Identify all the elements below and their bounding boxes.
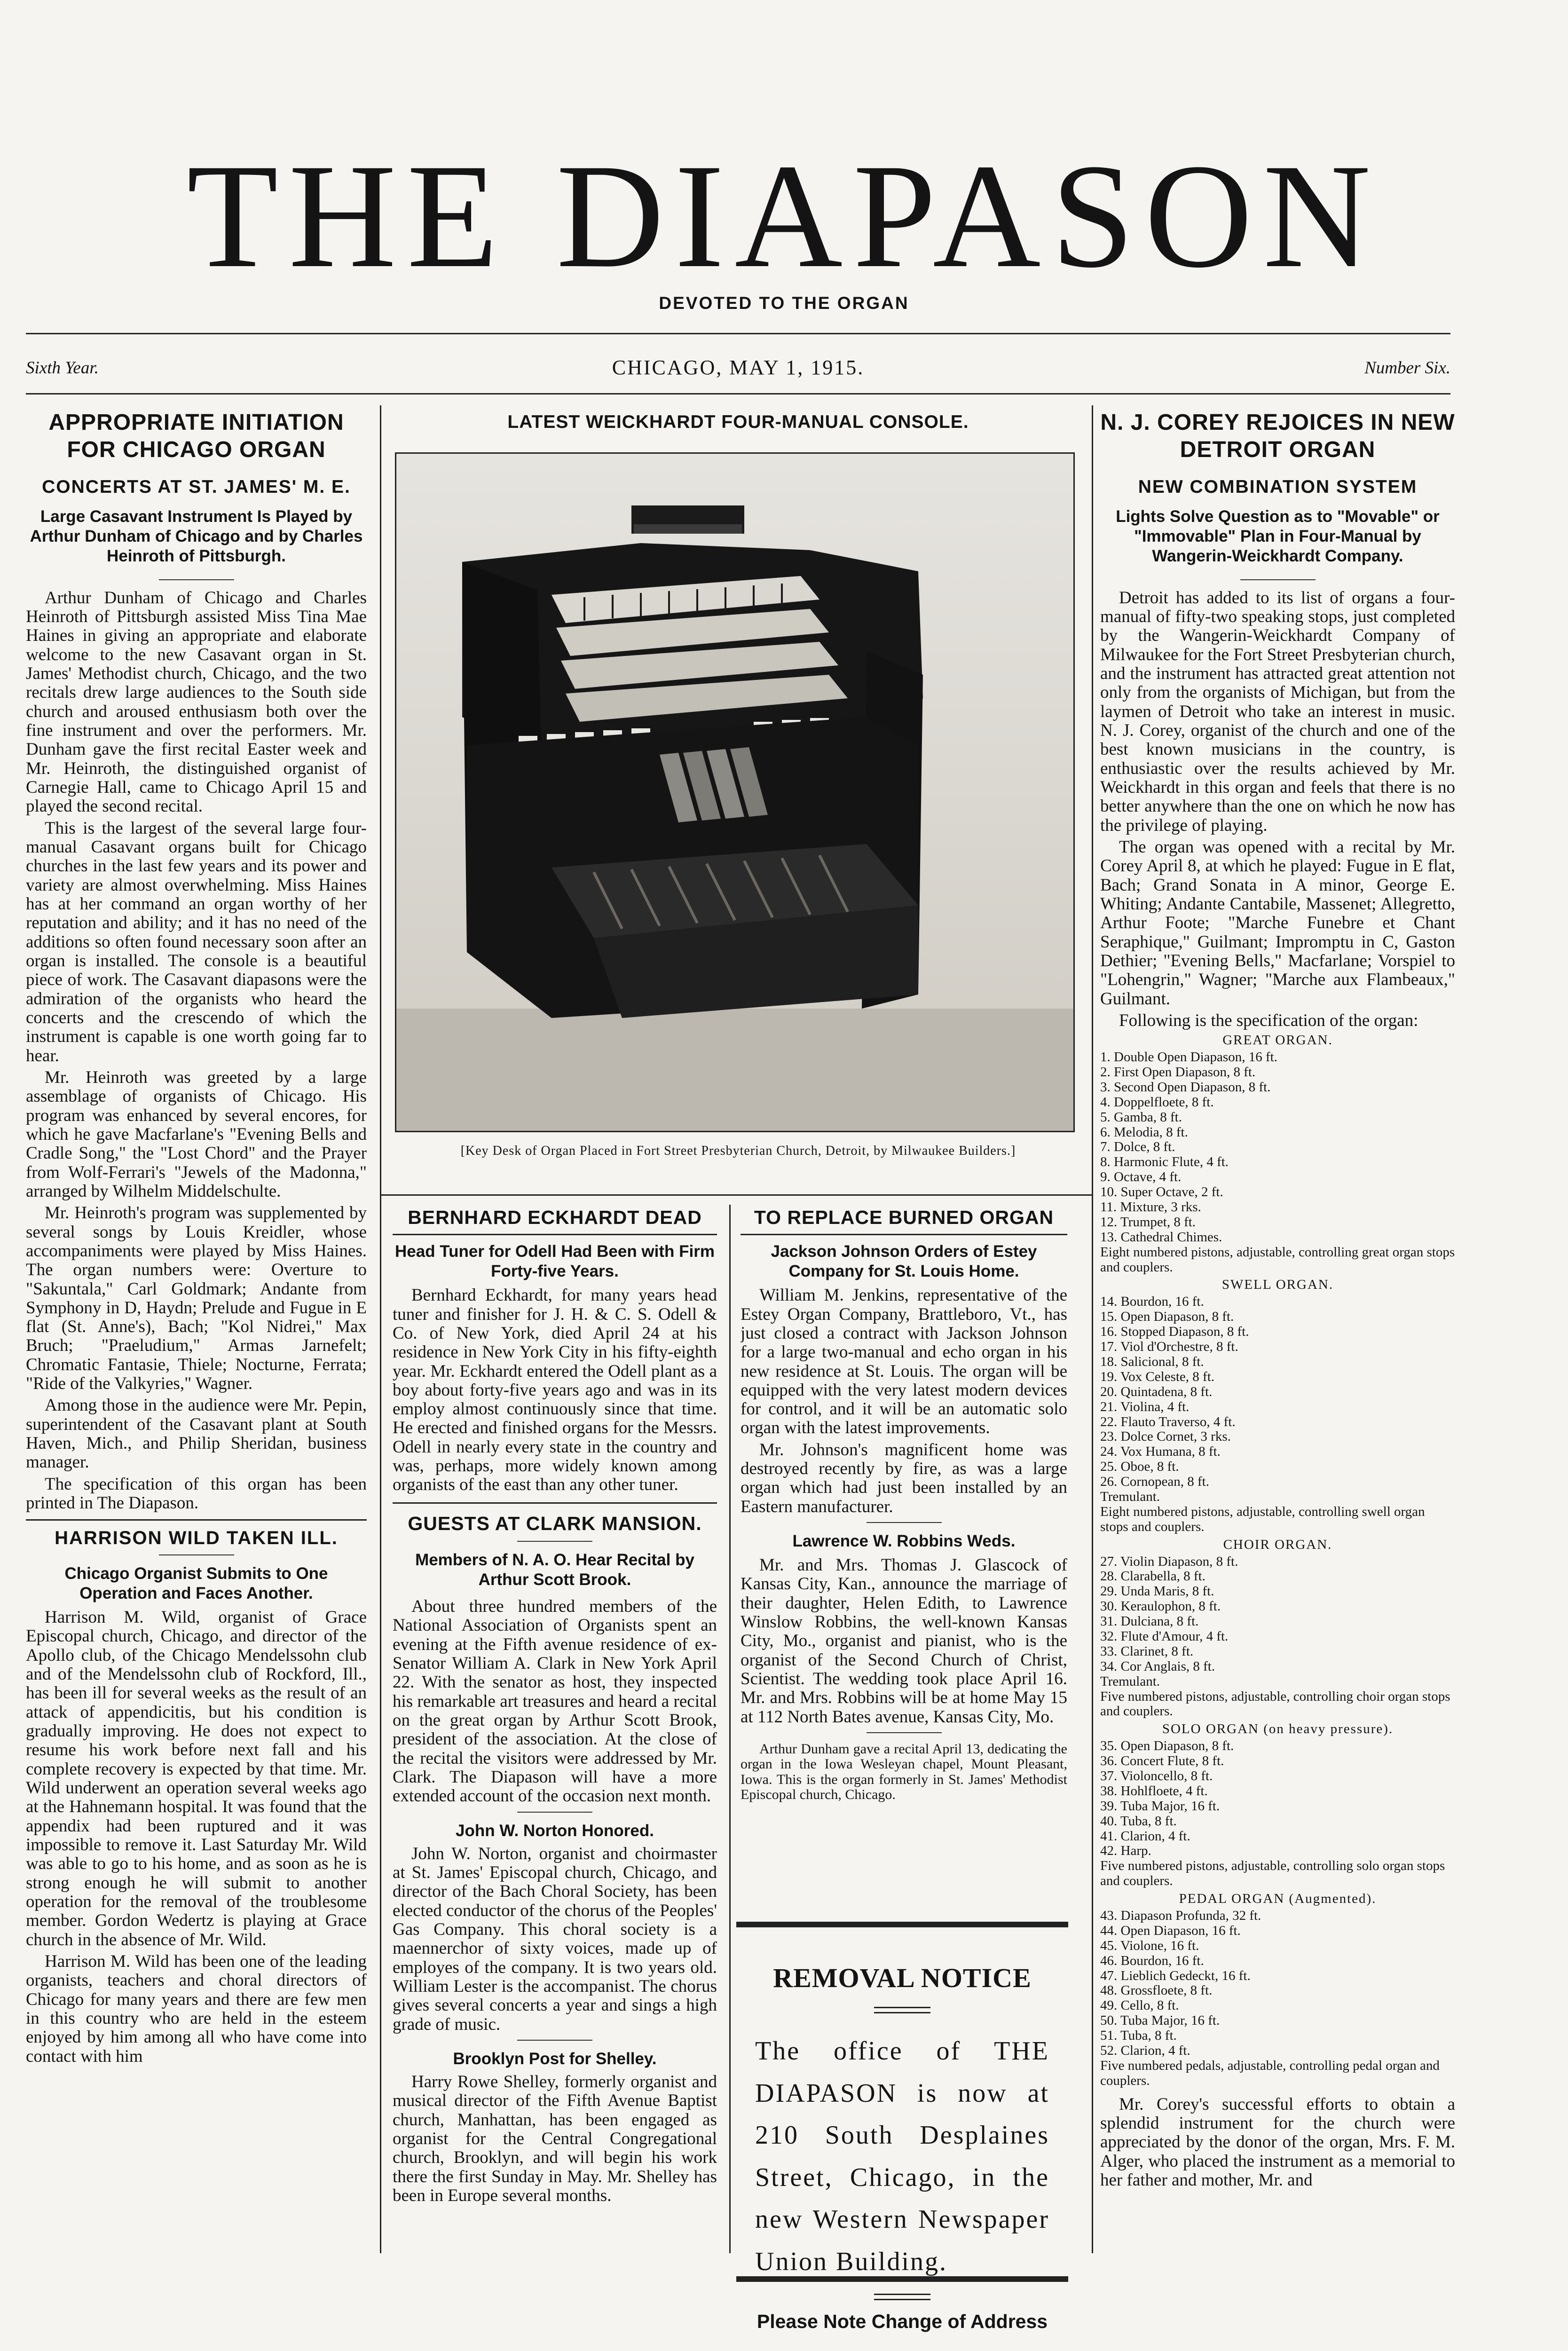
- paragraph: Mr. Johnson's magnificent home was destroyed recently by fire, as was a large organ which had just been installed by an Eastern manufacturer.: [741, 1440, 1067, 1516]
- stop-item: 16. Stopped Diapason, 8 ft.: [1100, 1324, 1249, 1340]
- stop-item: 48. Grossfloete, 8 ft.: [1100, 1983, 1213, 1998]
- spec-note: Five numbered pedals, adjustable, controlling pedal organ and couplers.: [1100, 2058, 1440, 2088]
- paragraph: William M. Jenkins, representative of the Estey Organ Company, Brattleboro, Vt., has just closed a contract with Jackson Johnson for a large two-manual and echo organ in his new residence at St. Louis. The organ will be equipped with the very latest modern devices for control, and it will be an automatic solo organ with the latest improvements.: [741, 1286, 1067, 1438]
- paragraph: Harry Rowe Shelley, formerly organist and musical director of the Fifth Avenue Baptist church, Manhattan, has been engaged as organist for the Central Congregational church, Brooklyn, and will begin his work there the first Sunday in May. Mr. Shelley has been in Europe several months.: [393, 2072, 717, 2205]
- stop-item: Tremulant.: [1100, 1673, 1160, 1689]
- notice-divider: [874, 2007, 930, 2013]
- stop-item: 15. Open Diapason, 8 ft.: [1100, 1309, 1234, 1325]
- spec-note: Five numbered pistons, adjustable, controlling choir organ stops and couplers.: [1100, 1688, 1450, 1719]
- stop-item: 42. Harp.: [1100, 1843, 1151, 1859]
- spec-note: Eight numbered pistons, adjustable, controlling swell organ stops and couplers.: [1100, 1504, 1425, 1534]
- center-rule: [380, 1194, 1092, 1196]
- paragraph: Arthur Dunham of Chicago and Charles Heinroth of Pittsburgh assisted Miss Tina Mae Haines in giving an appropriate and elaborate welcome to the new Casavant organ in St. James' Methodist church, Chicago, and the two recitals drew large audiences to the South side church and aroused enthusiasm both over the fine instrument and over the performers. Mr. Dunham gave the first recital Easter week and Mr. Heinroth, the distinguished organist of Carnegie Hall, came to Chicago April 15 and played the second recital.: [26, 588, 367, 816]
- stop-item: 17. Viol d'Orchestre, 8 ft.: [1100, 1339, 1238, 1355]
- stop-item: 1. Double Open Diapason, 16 ft.: [1100, 1049, 1277, 1065]
- masthead-rule-bottom: [26, 393, 1450, 394]
- subhead-st-james: CONCERTS AT ST. JAMES' M. E.: [42, 477, 351, 497]
- paragraph: This is the largest of the several large four-manual Casavant organs built for Chicago churches in the last few years and its power and variety are almost overwhelming. Miss Haines has at her command an organ worthy of her reputation and ability; and it has no need of the additions so often found necessary soon after an organ is installed. The console is a beautiful piece of work. The Casavant diapasons were the admiration of the organists who heard the concerts and the crescendo of which the instrument is capable is one worth going far to hear.: [26, 818, 367, 1065]
- center-right-column: [741, 1206, 1067, 1902]
- paragraph: Detroit has added to its list of organs a four-manual of fifty-two speaking stops, just completed by the Wangerin-Weickhardt Company of Milwaukee for the Fort Street Presbyterian church, and the instrument has attracted great attention not only from the organists of Michigan, but from the laymen of Detroit who take an interest in music. N. J. Corey, organist of the church and one of the best known musicians in the country, is enthusiastic over the results achieved by Mr. Weickhardt in this organ and feels that there is no better anywhere than the one on which he now has the privilege of playing.: [1100, 588, 1455, 835]
- headline-detroit-organ: N. J. COREY REJOICES IN NEW DETROIT ORGAN: [1100, 410, 1455, 462]
- headline-chicago-organ: APPROPRIATE INITIATION FOR CHICAGO ORGAN: [48, 410, 344, 462]
- left-column: [26, 409, 367, 2252]
- spec-note: Eight numbered pistons, adjustable, controlling great organ stops and couplers.: [1100, 1244, 1455, 1275]
- paragraph: Mr. Corey's successful efforts to obtain a splendid instrument for the church were appreciated by the donor of the organ, Mrs. F. M. Alger, who placed the instrument as a memorial to her father and mother, Mr. and: [1100, 2094, 1455, 2190]
- column-divider-left: [380, 405, 381, 2253]
- organ-specification: [1100, 1033, 1455, 2088]
- dunham-note: Arthur Dunham gave a recital April 13, dedicating the organ in the Iowa Wesleyan chapel, Mount Pleasant, Iowa. This is the organ formerly in St. James' Methodist Episcopal church, Chicago.: [741, 1741, 1067, 1803]
- stop-item: 23. Dolce Cornet, 3 rks.: [1100, 1429, 1231, 1444]
- paragraph: Harrison M. Wild has been one of the leading organists, teachers and choral directors of Chicago for many years and there are few men in this country who are held in the esteem enjoyed by him among all who have come into contact with him: [26, 1951, 367, 2066]
- photo-caption: [Key Desk of Organ Placed in Fort Street Presbyterian Church, Detroit, by Milwaukee Builders.]: [460, 1144, 1016, 1158]
- deck-burned-organ: Jackson Johnson Orders of Estey Company for St. Louis Home.: [771, 1242, 1037, 1281]
- divider: [159, 579, 234, 580]
- stop-item: 6. Melodia, 8 ft.: [1100, 1124, 1188, 1140]
- deck-wangerin-weickhardt: Lights Solve Question as to "Movable" or "Immovable" Plan in Four-Manual by Wangerin-Weickhardt Company.: [1116, 507, 1440, 565]
- paragraph: About three hundred members of the National Association of Organists spent an evening at the Fifth avenue residence of ex-Senator William A. Clark in New York April 22. With the senator as host, they inspected his remarkable art treasures and heard a recital on the great organ by Arthur Scott Brook, president of the association. At the close of the recital the visitors were addressed by Mr. Clark. The Diapason will have a more extended account of the occasion next month.: [393, 1596, 717, 1806]
- stop-item: 7. Dolce, 8 ft.: [1100, 1139, 1175, 1155]
- story-rule: [26, 1519, 367, 1521]
- stop-item: 19. Vox Celeste, 8 ft.: [1100, 1369, 1215, 1384]
- spec-section-great: GREAT ORGAN.: [1222, 1033, 1333, 1048]
- issue-date: CHICAGO, MAY 1, 1915.: [612, 356, 865, 379]
- stop-item: 2. First Open Diapason, 8 ft.: [1100, 1065, 1256, 1080]
- stop-item: 52. Clarion, 4 ft.: [1100, 2043, 1190, 2059]
- deck-harrison-wild: Chicago Organist Submits to One Operation and Faces Another.: [64, 1564, 328, 1603]
- headline-eckhardt: BERNHARD ECKHARDT DEAD: [408, 1207, 702, 1228]
- divider: [517, 1812, 592, 1813]
- spec-section-solo: SOLO ORGAN (on heavy pressure).: [1162, 1721, 1394, 1737]
- stop-item: 38. Hohlfloete, 4 ft.: [1100, 1783, 1208, 1799]
- stop-item: 22. Flauto Traverso, 4 ft.: [1100, 1414, 1236, 1429]
- spec-section-choir: CHOIR ORGAN.: [1223, 1537, 1332, 1552]
- paragraph: Harrison M. Wild, organist of Grace Episcopal church, Chicago, and director of the Apollo club, of the Chicago Mendelssohn club and of the Mendelssohn club of Rockford, Ill., has been ill for several weeks as the result of an attack of appendicitis, but his condition is gradually improving. He does not expect to resume his work before next fall and his complete recovery is expected by that time. Mr. Wild underwent an operation several weeks ago at the Hahnemann hospital. It was found that the appendix had been ruptured and it was impossible to remove it. Last Saturday Mr. Wild was able to go to his home, and as soon as he is strong enough he will submit to another operation for the removal of the troublesome member. Gordon Wedertz is playing at Grace church in the absence of Mr. Wild.: [26, 1608, 367, 1949]
- headline-norton: John W. Norton Honored.: [456, 1821, 654, 1840]
- dateline: [26, 355, 1450, 379]
- stop-item: 28. Clarabella, 8 ft.: [1100, 1569, 1206, 1584]
- paragraph: Mr. and Mrs. Thomas J. Glascock of Kansas City, Kan., announce the marriage of their daughter, Helen Edith, to Lawrence Winslow Robbins, the well-known Kansas City, Mo., organist and pianist, who is the organist of the Second Church of Christ, Scientist. The wedding took place April 16. Mr. and Mrs. Robbins will be at home May 15 at 112 North Bates avenue, Kansas City, Mo.: [741, 1555, 1067, 1727]
- stop-item: 3. Second Open Diapason, 8 ft.: [1100, 1079, 1271, 1095]
- column-divider-center: [729, 1205, 731, 2253]
- stop-item: 43. Diapason Profunda, 32 ft.: [1100, 1908, 1261, 1923]
- paragraph: The organ was opened with a recital by Mr. Corey April 8, at which he played: Fugue in E flat, Bach; Grand Sonata in A minor, George E. Whiting; Andante Cantabile, Massenet; Allegretto, Arthur Foote; "Marche Funebre et Chant Seraphique," Guilmant; Impromptu in C, Gaston Dethier; "Evening Bells," Macfarlane; Vorspiel to "Lohengrin," Wagner; "Marche aux Flambeaux," Guilmant.: [1100, 837, 1455, 1009]
- stop-item: 47. Lieblich Gedeckt, 16 ft.: [1100, 1968, 1251, 1983]
- stop-item: 8. Harmonic Flute, 4 ft.: [1100, 1154, 1229, 1170]
- stop-item: 29. Unda Maris, 8 ft.: [1100, 1584, 1214, 1599]
- stop-item: 24. Vox Humana, 8 ft.: [1100, 1444, 1221, 1460]
- headline-shelley: Brooklyn Post for Shelley.: [453, 2049, 657, 2068]
- stop-item: 21. Violina, 4 ft.: [1100, 1399, 1190, 1414]
- stop-item: 34. Cor Anglais, 8 ft.: [1100, 1658, 1215, 1674]
- stop-item: 37. Violoncello, 8 ft.: [1100, 1768, 1213, 1783]
- masthead-rule-top: [26, 333, 1450, 334]
- volume-year: Sixth Year.: [26, 358, 99, 378]
- spec-note: Five numbered pistons, adjustable, controlling solo organ stops and couplers.: [1100, 1858, 1445, 1889]
- stop-item: 41. Clarion, 4 ft.: [1100, 1828, 1190, 1844]
- subhead-combination-system: NEW COMBINATION SYSTEM: [1138, 477, 1418, 497]
- stop-item: 31. Dulciana, 8 ft.: [1100, 1614, 1199, 1629]
- organ-console-photo: [395, 452, 1075, 1132]
- stop-item: 49. Cello, 8 ft.: [1100, 1998, 1179, 2013]
- stop-item: 36. Concert Flute, 8 ft.: [1100, 1753, 1224, 1769]
- stop-item: Tremulant.: [1100, 1489, 1160, 1504]
- story-rule: [393, 1502, 717, 1504]
- column-divider-right: [1092, 405, 1093, 2253]
- stop-item: 11. Mixture, 3 rks.: [1100, 1199, 1201, 1215]
- headline-robbins: Lawrence W. Robbins Weds.: [792, 1532, 1016, 1551]
- stop-item: 13. Cathedral Chimes.: [1100, 1229, 1222, 1245]
- paragraph: Mr. Heinroth was greeted by a large assemblage of organists of Chicago. His program was enhanced by several encores, for which he gave Macfarlane's "Evening Bells and Cradle Song," the "Lost Chord" and the Prayer from Wolf-Ferrari's "Jewels of the Madonna," arranged by Wilhelm Middelschulte.: [26, 1067, 367, 1201]
- paragraph: Among those in the audience were Mr. Pepin, superintendent of the Casavant plant at South Haven, Mich., and Philip Sheridan, business manager.: [26, 1396, 367, 1472]
- stop-item: 10. Super Octave, 2 ft.: [1100, 1184, 1223, 1200]
- stop-item: 35. Open Diapason, 8 ft.: [1100, 1738, 1234, 1754]
- removal-notice-box: [736, 1922, 1068, 2332]
- masthead-tagline: DEVOTED TO THE ORGAN: [659, 293, 909, 313]
- stop-item: 33. Clarinet, 8 ft.: [1100, 1643, 1194, 1659]
- stop-item: 40. Tuba, 8 ft.: [1100, 1813, 1177, 1829]
- stop-item: 27. Violin Diapason, 8 ft.: [1100, 1554, 1238, 1569]
- stop-item: 9. Octave, 4 ft.: [1100, 1169, 1182, 1185]
- stop-item: 45. Violone, 16 ft.: [1100, 1938, 1199, 1953]
- paragraph: The specification of this organ has been printed in The Diapason.: [26, 1474, 367, 1513]
- paragraph: Following is the specification of the organ:: [1119, 1010, 1418, 1030]
- notice-divider: [874, 2294, 930, 2300]
- divider: [517, 1541, 592, 1542]
- divider: [517, 2040, 592, 2041]
- headline-clark-mansion: GUESTS AT CLARK MANSION.: [408, 1512, 702, 1534]
- deck-eckhardt: Head Tuner for Odell Had Been with Firm Forty-five Years.: [395, 1242, 715, 1281]
- stop-item: 30. Keraulophon, 8 ft.: [1100, 1599, 1221, 1614]
- divider: [867, 1732, 942, 1733]
- headline-burned-organ: TO REPLACE BURNED ORGAN: [754, 1207, 1054, 1228]
- stop-item: 18. Salicional, 8 ft.: [1100, 1354, 1204, 1369]
- spec-section-swell: SWELL ORGAN.: [1221, 1277, 1334, 1293]
- paragraph: John W. Norton, organist and choirmaster at St. James' Episcopal church, Chicago, and director of the Bach Choral Society, has been elected conductor of the chorus of the Peoples' Gas Company. This choral society is a maennerchor of sixty voices, made up of employes of the company. It is two years old. William Lester is the accompanist. The chorus gives several concerts a year and sings a high grade of music.: [393, 1844, 717, 2034]
- divider: [1240, 579, 1316, 580]
- deck-casavant: Large Casavant Instrument Is Played by Arthur Dunham of Chicago and by Charles Heinroth of Pittsburgh.: [30, 507, 363, 565]
- story-rule: [393, 1234, 717, 1235]
- removal-notice-body: The office of THE DIAPASON is now at 210 South Desplaines Street, Chicago, in the new Western Newspaper Union Building.: [755, 2036, 1049, 2276]
- organ-console-illustration: [396, 454, 1073, 1131]
- stop-item: 50. Tuba Major, 16 ft.: [1100, 2013, 1220, 2028]
- headline-harrison-wild: HARRISON WILD TAKEN ILL.: [55, 1528, 338, 1549]
- masthead-title: THE DIAPASON: [187, 133, 1381, 299]
- paragraph: Mr. Heinroth's program was supplemented by several songs by Louis Kreidler, whose accompaniments were played by Miss Haines. The organ numbers were: Overture to "Sakuntala," Carl Goldmark; Andante from Symphony in D, Haydn; Prelude and Fugue in E flat (St. Anne's), Bach; "Kol Nidrei," Max Bruch; "Praeludium," Armas Jarnefelt; Chromatic Fantasie, Thiele; Nocturne, Ferrata; "Ride of the Valkyries," Wagner.: [26, 1203, 367, 1394]
- issue-number: Number Six.: [1364, 358, 1450, 378]
- stop-item: 4. Doppelfloete, 8 ft.: [1100, 1094, 1214, 1110]
- right-column: [1100, 409, 1455, 2252]
- stop-item: 44. Open Diapason, 16 ft.: [1100, 1923, 1241, 1938]
- stop-item: 46. Bourdon, 16 ft.: [1100, 1953, 1204, 1968]
- stop-item: 25. Oboe, 8 ft.: [1100, 1459, 1179, 1475]
- stop-item: 14. Bourdon, 16 ft.: [1100, 1294, 1204, 1310]
- paragraph: Bernhard Eckhardt, for many years head tuner and finisher for J. H. & C. S. Odell & Co. of New York, died April 24 at his residence in New York City in his fifty-eighth year. Mr. Eckhardt entered the Odell plant as a boy about forty-five years ago and was in its employ almost continuously since that time. He erected and finished organs for the Messrs. Odell in nearly every state in the country and was, perhaps, more widely known among organists of the east than any other tuner.: [393, 1286, 717, 1495]
- stop-item: 26. Cornopean, 8 ft.: [1100, 1474, 1209, 1490]
- stop-item: 5. Gamba, 8 ft.: [1100, 1109, 1182, 1125]
- stop-item: 12. Trumpet, 8 ft.: [1100, 1214, 1196, 1230]
- removal-notice-footer: Please Note Change of Address: [756, 2310, 1048, 2332]
- stop-item: 39. Tuba Major, 16 ft.: [1100, 1798, 1220, 1814]
- stop-item: 51. Tuba, 8 ft.: [1100, 2028, 1177, 2043]
- story-rule: [741, 1234, 1067, 1235]
- stop-item: 32. Flute d'Amour, 4 ft.: [1100, 1628, 1229, 1644]
- divider: [159, 1554, 234, 1555]
- deck-clark-mansion: Members of N. A. O. Hear Recital by Arthur Scott Brook.: [415, 1550, 694, 1589]
- stop-item: 20. Quintadena, 8 ft.: [1100, 1384, 1213, 1399]
- divider: [867, 1522, 942, 1523]
- photo-headline: LATEST WEICKHARDT FOUR-MANUAL CONSOLE.: [507, 412, 969, 432]
- spec-section-pedal: PEDAL ORGAN (Augmented).: [1179, 1891, 1377, 1907]
- removal-notice-title: REMOVAL NOTICE: [773, 1963, 1032, 1993]
- center-left-column: [393, 1206, 717, 2255]
